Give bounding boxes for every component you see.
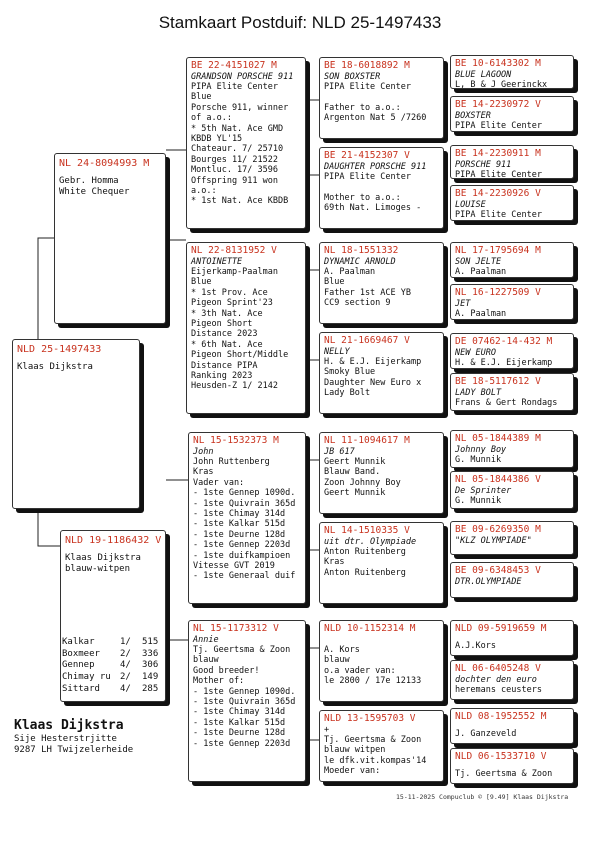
ggp-name: NELLY [324, 347, 350, 357]
ggp-card[interactable] [319, 710, 444, 782]
card-line: Lady Bolt [324, 388, 371, 399]
ggp-ring: NLD 13-1595703 V [324, 713, 416, 724]
card-line: Moeder van: [324, 766, 381, 777]
card-line: Good breeder! [193, 665, 260, 676]
card-line: Offspring 911 won [191, 175, 278, 186]
card-line [324, 92, 439, 102]
g3-card[interactable] [450, 430, 574, 468]
grandsire-maternal-card[interactable] [188, 432, 306, 604]
card-line: Father 1st ACE YB [324, 287, 411, 298]
card-line: - 1ste Deurne 128d [193, 529, 286, 540]
card-line: * 1st Prov. Ace [191, 287, 268, 298]
sire-breeder: Gebr. Homma [59, 176, 119, 186]
g3-name: BLUE LAGOON [455, 70, 512, 80]
card-line: Blue [191, 92, 212, 103]
g3-card[interactable] [450, 145, 574, 179]
result-row: Chimay ru 2/ 149 [62, 672, 159, 683]
ggp-ring: NL 14-1510335 V [324, 525, 410, 536]
g3-card[interactable] [450, 55, 574, 89]
g3-name: LOUISE [455, 200, 486, 210]
ggp-name [324, 635, 439, 645]
g3-card[interactable] [450, 242, 574, 278]
g3-card[interactable] [450, 708, 574, 744]
g3-card[interactable] [450, 748, 574, 784]
card-line: a.o.: [191, 186, 217, 197]
result-row: Kalkar 1/ 515 [62, 637, 159, 647]
card-line: A.J.Kors [455, 641, 496, 651]
card-line: G. Munnik [455, 496, 502, 506]
card-line: H. & E.J. Eijerkamp [324, 357, 422, 367]
card-line: PIPA Elite Center [324, 172, 411, 182]
result-row: Sittard 4/ 285 [62, 683, 159, 694]
sire-card[interactable] [54, 153, 166, 324]
g3-ring: NL 16-1227509 V [455, 287, 541, 298]
card-line: L, B & J Geerinckx [455, 80, 548, 89]
subject-owner: Klaas Dijkstra [17, 362, 93, 372]
card-line: Blauw Band. [324, 467, 381, 478]
ggp-name: SON BOXSTER [324, 72, 381, 82]
grandsire-paternal-ring: BE 22-4151027 M [191, 60, 277, 71]
g3-ring: NL 05-1844389 M [455, 433, 541, 444]
granddam-maternal-card[interactable] [188, 620, 306, 782]
card-line: G. Munnik [455, 455, 502, 465]
ggp-ring: BE 21-4152307 V [324, 150, 410, 161]
card-line: PIPA Elite Center [455, 170, 542, 179]
card-line: Anton Ruitenberg [324, 547, 406, 557]
dam-breeder: Klaas Dijkstra [65, 553, 141, 563]
ggp-name: DYNAMIC ARNOLD [324, 257, 396, 267]
g3-name: BOXSTER [455, 111, 491, 121]
card-line: Montluc. 17/ 3596 [191, 165, 278, 176]
result-row: Boxmeer 2/ 336 [62, 648, 159, 659]
g3-card[interactable] [450, 562, 574, 598]
card-line: Tj. Geertsma & Zoon [455, 769, 553, 779]
g3-ring: NL 06-6405248 V [455, 663, 541, 674]
card-line [324, 182, 439, 192]
g3-name: DTR.OLYMPIADE [455, 577, 522, 587]
card-line: Geert Munnik [324, 488, 386, 499]
g3-ring: NL 05-1844386 V [455, 474, 541, 485]
g3-ring: BE 14-2230911 M [455, 148, 541, 159]
g3-ring: BE 14-2230926 V [455, 188, 541, 199]
grandsire-paternal-card[interactable] [186, 57, 306, 229]
card-line: A. Paalman [455, 309, 507, 319]
card-line: - 1ste Gennep 2203d [193, 738, 291, 749]
card-line: - 1ste Gennep 1090d. [193, 488, 296, 499]
sire-ring: NL 24-8094993 M [59, 158, 150, 169]
ggp-ring: BE 18-6018892 M [324, 60, 410, 71]
card-line: H. & E.J. Eijerkamp [455, 358, 553, 368]
card-line: 69th Nat. Limoges - [324, 203, 422, 214]
ggp-card[interactable] [319, 432, 444, 514]
card-line: J. Ganzeveld [455, 729, 517, 739]
ggp-name: uit dtr. Olympiade [324, 537, 417, 547]
card-line: Mother to a.o.: [324, 192, 401, 203]
card-line: Kras [324, 557, 345, 568]
g3-card[interactable] [450, 521, 574, 555]
card-line: Chateaur. 7/ 25710 [191, 144, 284, 155]
card-line: - 1ste Deurne 128d [193, 728, 286, 739]
card-line: - 1ste Generaal duif [193, 571, 296, 582]
g3-ring: BE 14-2230972 V [455, 99, 541, 110]
ggp-name: + [324, 725, 330, 735]
card-line: blauw [193, 655, 219, 666]
g3-ring: BE 18-5117612 V [455, 376, 541, 387]
g3-card[interactable] [450, 620, 574, 656]
card-line: - 1ste Quivrain 365d [193, 498, 296, 509]
footer-note: 15-11-2025 Compuclub © [9.49] Klaas Dijkstra [396, 793, 569, 801]
ggp-card[interactable] [319, 242, 444, 324]
card-line: Vitesse GVT 2019 [193, 561, 275, 572]
breeder-city: 9287 LH Twijzelerheide [14, 745, 134, 755]
card-line: Mother of: [193, 676, 245, 687]
g3-ring: NLD 09-5919659 M [455, 623, 547, 634]
card-line: - 1ste Quivrain 365d [193, 697, 296, 708]
g3-name: Johnny Boy [455, 445, 507, 455]
card-line: Kras [193, 467, 214, 478]
sire-color: White Chequer [59, 187, 130, 197]
card-line: Ranking 2023 [191, 371, 253, 382]
card-line: A. Paalman [455, 267, 507, 277]
card-line: le 2800 / 17e 12133 [324, 676, 422, 687]
grandsire-maternal-ring: NL 15-1532373 M [193, 435, 279, 446]
card-line: Eijerkamp-Paalman [191, 267, 278, 277]
g3-card[interactable] [450, 471, 574, 509]
card-line: PIPA Elite Center [191, 82, 278, 92]
g3-card[interactable] [450, 660, 574, 700]
result-row: Gennep 4/ 306 [62, 660, 159, 671]
card-line: Daughter New Euro x [324, 377, 422, 388]
g3-ring: BE 10-6143302 M [455, 58, 541, 69]
granddam-paternal-ring: NL 22-8131952 V [191, 245, 277, 256]
card-line: blauw witpen [324, 745, 386, 756]
dam-ring: NLD 19-1186432 V [65, 535, 162, 546]
card-line: Geert Munnik [324, 457, 386, 467]
g3-card[interactable] [450, 96, 574, 132]
granddam-paternal-card[interactable] [186, 242, 306, 414]
grandsire-maternal-name: John [193, 447, 214, 457]
ggp-ring: NL 21-1669467 V [324, 335, 410, 346]
page-title: Stamkaart Postduif: NLD 25-1497433 [158, 13, 442, 32]
card-line: heremans ceusters [455, 685, 542, 695]
card-line: - 1ste Gennep 2203d [193, 540, 291, 551]
g3-ring: NLD 06-1533710 V [455, 751, 547, 762]
card-line: Smoky Blue [324, 367, 376, 378]
card-line: Blue [191, 277, 212, 288]
g3-card[interactable] [450, 185, 574, 221]
g3-name: LADY BOLT [455, 388, 502, 398]
card-line: Tj. Geertsma & Zoon [193, 645, 291, 655]
ggp-ring: NLD 10-1152314 M [324, 623, 416, 634]
card-line: Distance 2023 [191, 329, 258, 340]
card-line: Pigeon Short [191, 319, 253, 330]
g3-card[interactable] [450, 284, 574, 320]
breeder-name: Klaas Dijkstra [14, 718, 124, 733]
card-line: A. Paalman [324, 267, 376, 277]
g3-name: "KLZ OLYMPIADE" [455, 536, 532, 546]
g3-ring: BE 09-6348453 V [455, 565, 541, 576]
g3-ring: NLD 08-1952552 M [455, 711, 547, 722]
g3-name: dochter den euro [455, 675, 537, 685]
ggp-card[interactable] [319, 332, 444, 414]
card-line: * 1st Nat. Ace KBDB [191, 196, 289, 207]
card-line: Argenton Nat 5 /7260 [324, 113, 427, 124]
card-line: Anton Ruitenberg [324, 567, 406, 578]
card-line: PIPA Elite Center [455, 121, 542, 131]
card-line: blauw [324, 655, 350, 666]
card-line: * 6th Nat. Ace [191, 339, 263, 350]
granddam-paternal-name: ANTOINETTE [191, 257, 243, 267]
card-line: * 3th Nat. Ace [191, 308, 263, 319]
card-line: A. Kors [324, 645, 360, 655]
subject-card[interactable] [12, 339, 140, 509]
card-line: PIPA Elite Center [455, 210, 542, 220]
card-line: Frans & Gert Rondags [455, 398, 558, 408]
dam-color: blauw-witpen [65, 564, 131, 574]
g3-card[interactable] [450, 333, 574, 369]
card-line: - 1ste Gennep 1090d. [193, 686, 296, 697]
card-line: Porsche 911, winner [191, 102, 289, 113]
ggp-card[interactable] [319, 522, 444, 604]
card-line: KBDB YL'15 [191, 134, 243, 145]
breeder-info [14, 718, 133, 756]
ggp-name: JB 617 [324, 447, 355, 457]
card-line: - 1ste Kalkar 515d [193, 717, 286, 728]
card-line: of a.o.: [191, 113, 232, 124]
card-line: - 1ste Kalkar 515d [193, 519, 286, 530]
ggp-ring: NL 18-1551332 [324, 245, 399, 256]
card-line: John Ruttenberg [193, 457, 270, 467]
card-line: Father to a.o.: [324, 102, 401, 113]
ggp-card[interactable] [319, 147, 444, 229]
g3-name: PORSCHE 911 [455, 160, 512, 170]
grandsire-paternal-name: GRANDSON PORSCHE 911 [191, 72, 294, 82]
card-line: Tj. Geertsma & Zoon [324, 735, 422, 745]
card-line: * 5th Nat. Ace GMD [191, 123, 284, 134]
card-line: - 1ste Chimay 314d [193, 707, 286, 718]
ggp-name: DAUGHTER PORSCHE 911 [324, 162, 427, 172]
g3-name: SON JELTE [455, 257, 502, 267]
card-line: - 1ste Chimay 314d [193, 509, 286, 520]
card-line: Bourges 11/ 21522 [191, 154, 278, 165]
card-line: Vader van: [193, 477, 245, 488]
ggp-card[interactable] [319, 620, 444, 702]
subject-ring: NLD 25-1497433 [17, 344, 102, 355]
card-line: Pigeon Short/Middle [191, 350, 289, 361]
g3-name: NEW EURO [455, 348, 496, 358]
card-line: Blue [324, 277, 345, 288]
card-line: - 1ste duifkampioen [193, 550, 291, 561]
breeder-address: Sije Hesterstrjitte [14, 734, 117, 744]
ggp-card[interactable] [319, 57, 444, 139]
card-line: Zoon Johnny Boy [324, 477, 401, 488]
card-line: CC9 section 9 [324, 298, 391, 309]
granddam-maternal-ring: NL 15-1173312 V [193, 623, 279, 634]
g3-ring: BE 09-6269350 M [455, 524, 541, 535]
g3-card[interactable] [450, 373, 574, 411]
ggp-ring: NL 11-1094617 M [324, 435, 410, 446]
g3-ring: NL 17-1795694 M [455, 245, 541, 256]
card-line: Pigeon Sprint'23 [191, 298, 273, 309]
card-line: Heusden-Z 1/ 2142 [191, 381, 278, 392]
granddam-maternal-name: Annie [193, 635, 219, 645]
card-line: o.a vader van: [324, 665, 396, 676]
card-line: PIPA Elite Center [324, 82, 411, 92]
card-line: le dfk.vit.kompas'14 [324, 755, 427, 766]
card-line: Distance PIPA [191, 360, 258, 371]
g3-ring: DE 07462-14-432 M [455, 336, 553, 347]
dam-results [62, 637, 158, 696]
g3-name: De Sprinter [455, 486, 512, 496]
g3-name: JET [455, 299, 471, 309]
